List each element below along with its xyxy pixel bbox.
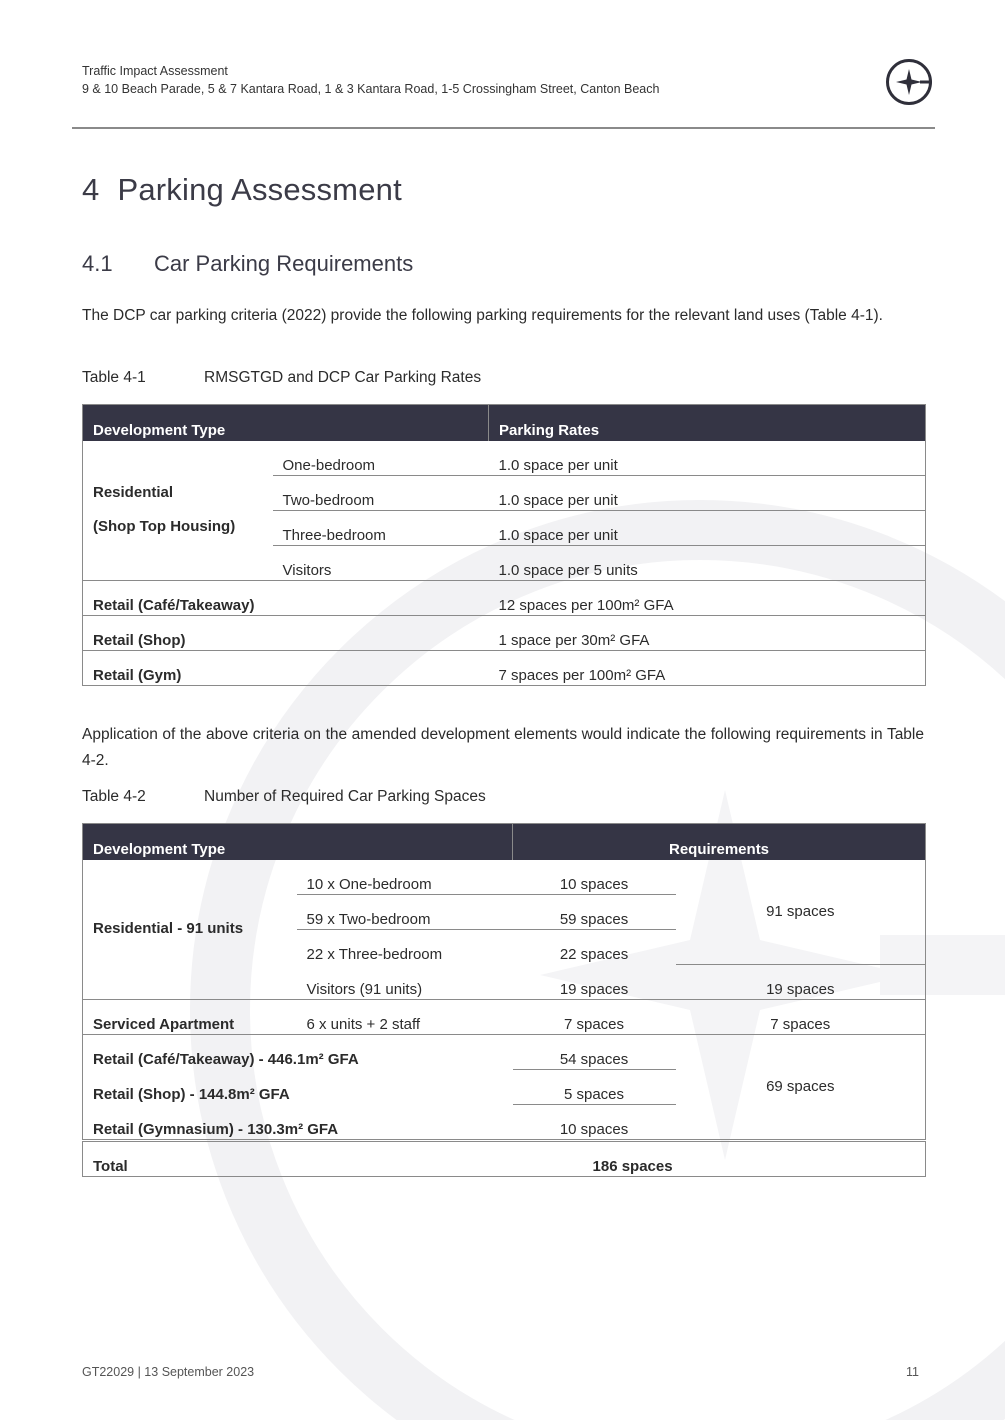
subsection-title: Car Parking Requirements	[154, 251, 414, 276]
residential-subtotal: 91 spaces	[676, 860, 926, 964]
serviced-subtotal: 7 spaces	[676, 999, 926, 1034]
section-title: Parking Assessment	[117, 172, 402, 207]
document-title: Traffic Impact Assessment	[82, 64, 228, 78]
total-label: Total	[83, 1140, 513, 1176]
company-logo-icon	[884, 57, 934, 107]
section-heading	[82, 172, 402, 208]
subsection-number: 4.1	[82, 251, 113, 276]
residential-group-label: Residential - 91 units	[93, 920, 244, 938]
table2-header-type: Development Type	[83, 824, 513, 861]
table-row-total	[83, 1140, 926, 1176]
residential-group-label: Residential (Shop Top Housing)	[93, 484, 236, 535]
table-row: Serviced Apartment 6 x units + 2 staff 7 spaces 7 spaces	[83, 999, 926, 1034]
table-row: Retail (Shop) - 144.8m² GFA 5 spaces	[83, 1069, 926, 1104]
total-value: 186 spaces	[513, 1140, 926, 1176]
required-spaces-table	[82, 823, 926, 1177]
footer-reference: GT22029 | 13 September 2023	[82, 1365, 255, 1379]
table-row: Visitors (91 units) 19 spaces 19 spaces	[83, 964, 926, 999]
table-row: Two-bedroom 1.0 space per unit	[83, 476, 926, 511]
table-row: Retail (Shop) 1 space per 30m² GFA	[83, 616, 926, 651]
intro-paragraph: The DCP car parking criteria (2022) provide the following parking requirements for the relevant land uses (Table 4-1).	[82, 307, 883, 324]
table2-caption	[82, 788, 486, 806]
table1-caption-number: Table 4-1	[82, 369, 146, 386]
table-row: Residential (Shop Top Housing) One-bedroom 1.0 space per unit	[83, 441, 926, 476]
table1-header-rates: Parking Rates	[489, 405, 926, 442]
table-row: Visitors 1.0 space per 5 units	[282, 562, 638, 579]
table-row: 22 x Three-bedroom 22 spaces	[306, 946, 629, 963]
section-number: 4	[82, 172, 100, 207]
table2-caption-number: Table 4-2	[82, 788, 146, 805]
table-row: Retail (Café/Takeaway) - 446.1m² GFA 54 spaces 69 spaces	[83, 1034, 926, 1069]
table-row: 59 x Two-bedroom 59 spaces	[83, 895, 926, 930]
table-row: Retail (Gymnasium) - 130.3m² GFA 10 spaces	[93, 1120, 629, 1138]
table-row: Retail (Gym) 7 spaces per 100m² GFA	[83, 651, 926, 686]
table2-header-requirements: Requirements	[513, 824, 926, 861]
page-number: 11	[906, 1365, 919, 1379]
table-row: Retail (Café/Takeaway) 12 spaces per 100m² GFA	[83, 581, 926, 616]
table1-header-type: Development Type	[83, 405, 489, 442]
running-header	[82, 62, 659, 98]
project-address: 9 & 10 Beach Parade, 5 & 7 Kantara Road, 1 & 3 Kantara Road, 1-5 Crossingham Street, Canton Beach	[82, 82, 660, 96]
table1-caption	[82, 369, 481, 387]
table-row: Residential - 91 units 10 x One-bedroom 10 spaces 91 spaces	[83, 860, 926, 895]
table-row: Three-bedroom 1.0 space per unit	[83, 511, 926, 546]
second-paragraph: Application of the above criteria on the amended development elements would indicate the following requirements in Table 4-2.	[82, 726, 924, 769]
header-divider	[72, 127, 935, 129]
table1-caption-title: RMSGTGD and DCP Car Parking Rates	[204, 369, 482, 386]
parking-rates-table	[82, 404, 926, 686]
table2-caption-title: Number of Required Car Parking Spaces	[204, 788, 486, 805]
retail-subtotal: 69 spaces	[676, 1034, 926, 1140]
subsection-heading	[82, 251, 413, 277]
visitors-subtotal: 19 spaces	[766, 980, 835, 998]
